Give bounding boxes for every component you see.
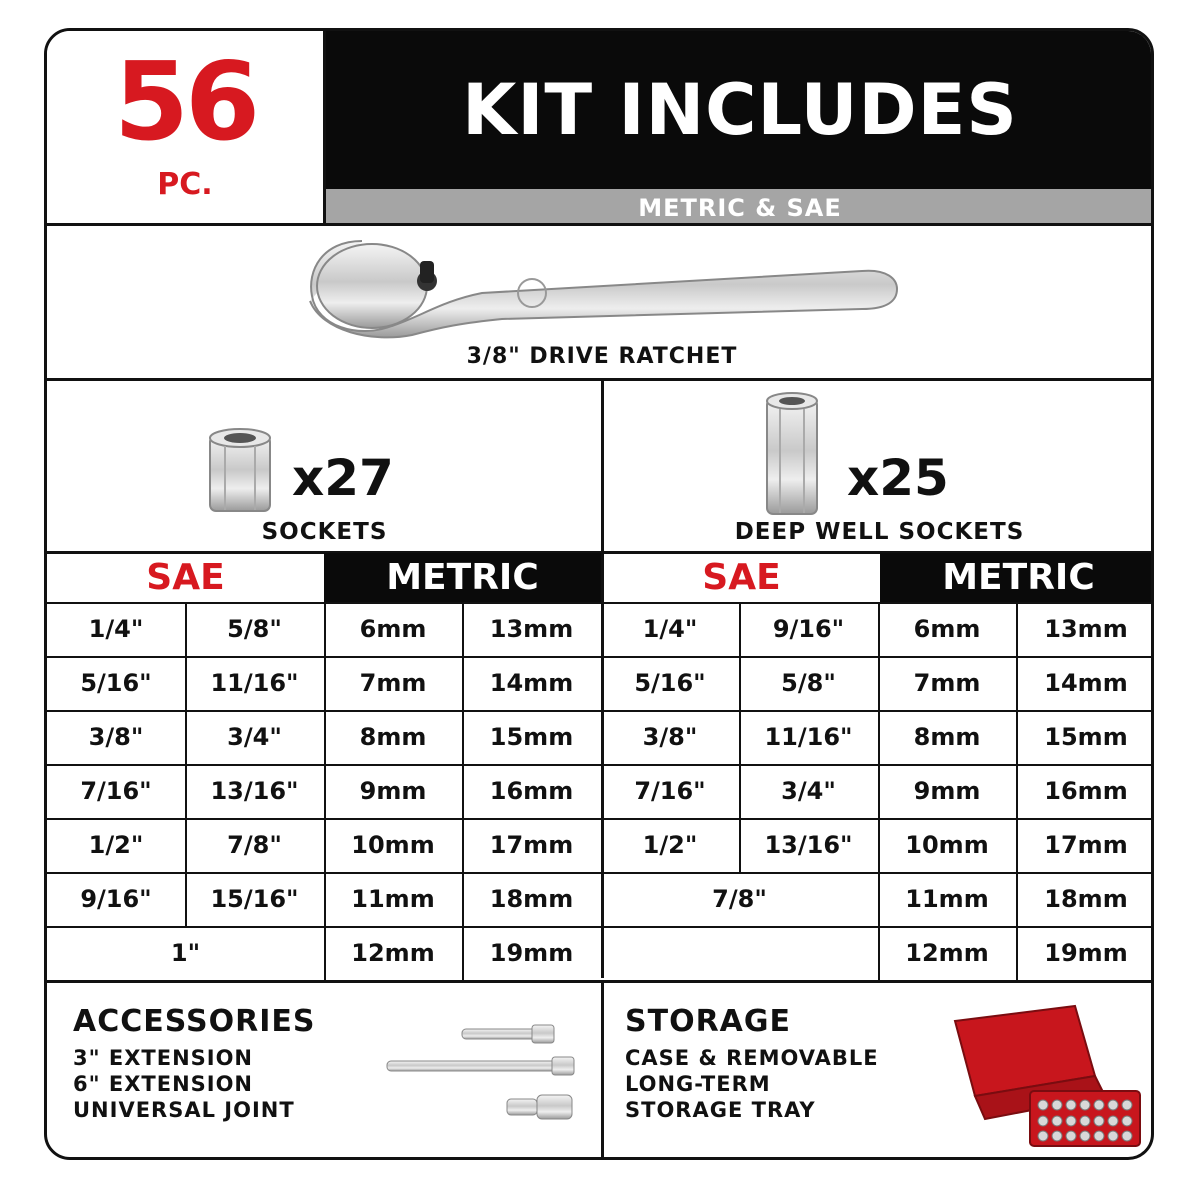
header-divider	[323, 31, 326, 223]
table-cell: 11mm	[905, 885, 989, 913]
grid-line	[739, 602, 741, 872]
sae-header-right: SAE	[702, 557, 781, 598]
table-cell: 10mm	[351, 831, 435, 859]
list-item: STORAGE TRAY	[625, 1098, 816, 1122]
table-cell: 7/8"	[227, 831, 282, 859]
list-item: CASE & REMOVABLE	[625, 1046, 879, 1070]
ratchet-image	[302, 231, 902, 341]
storage-list	[625, 1045, 879, 1123]
table-cell: 1/2"	[642, 831, 698, 859]
table-cell: 7mm	[359, 669, 427, 697]
grid-line	[878, 602, 880, 980]
table-cell: 3/4"	[227, 723, 282, 751]
accessories-title: ACCESSORIES	[73, 1004, 316, 1039]
table-cell: 17mm	[1044, 831, 1128, 859]
table-cell: 9mm	[359, 777, 427, 805]
table-cell: 19mm	[1044, 939, 1128, 967]
table-cell: 13/16"	[764, 831, 853, 859]
table-cell: 7/16"	[634, 777, 706, 805]
table-cell: 14mm	[489, 669, 574, 697]
storage-case-image	[945, 1001, 1145, 1151]
table-cell: 19mm	[489, 939, 574, 967]
grid-line	[324, 602, 326, 980]
table-cell: 14mm	[1044, 669, 1128, 697]
sae-header-left: SAE	[146, 557, 225, 598]
table-cell: 3/8"	[88, 723, 144, 751]
table-cell: 6mm	[913, 615, 981, 643]
table-cell: 1/4"	[88, 615, 144, 643]
deep-socket-quantity: x25	[847, 449, 949, 507]
grid-line	[601, 872, 878, 874]
sockets-label: SOCKETS	[261, 519, 388, 545]
table-cell: 12mm	[351, 939, 435, 967]
table-cell: 15mm	[489, 723, 574, 751]
table-cell: 9/16"	[772, 615, 845, 643]
table-cell: 7mm	[913, 669, 981, 697]
accessories-list	[73, 1045, 295, 1123]
socket-quantity: x27	[292, 449, 394, 507]
table-cell: 5/16"	[634, 669, 706, 697]
deep-socket-image	[762, 389, 822, 519]
table-cell: 3/4"	[781, 777, 836, 805]
list-item: 3" EXTENSION	[73, 1046, 254, 1070]
table-cell: 12mm	[905, 939, 989, 967]
table-cell: 5/8"	[227, 615, 282, 643]
table-cell: 11mm	[351, 885, 435, 913]
table-cell: 17mm	[489, 831, 574, 859]
grid-line	[462, 602, 464, 980]
table-cell: 16mm	[1044, 777, 1128, 805]
metric-header-left: METRIC	[324, 553, 601, 602]
deep-sockets-label: DEEP WELL SOCKETS	[734, 519, 1025, 545]
list-item: UNIVERSAL JOINT	[73, 1098, 295, 1122]
table-cell: 1"	[170, 939, 201, 967]
table-cell: 15mm	[1044, 723, 1128, 751]
table-cell: 6mm	[359, 615, 427, 643]
table-cell: 18mm	[489, 885, 574, 913]
accessories-image	[382, 1021, 582, 1131]
table-cell: 8mm	[913, 723, 981, 751]
piece-count-unit: PC.	[157, 167, 213, 202]
table-cell: 15/16"	[210, 885, 299, 913]
subtitle-banner	[323, 189, 1154, 223]
storage-title: STORAGE	[625, 1004, 792, 1039]
table-cell: 5/16"	[80, 669, 152, 697]
table-cell: 11/16"	[764, 723, 853, 751]
table-cell: 9/16"	[80, 885, 152, 913]
grid-line	[1016, 602, 1018, 980]
table-cell: 8mm	[359, 723, 427, 751]
grid-line	[601, 926, 878, 928]
table-cell: 11/16"	[210, 669, 299, 697]
table-cell: 18mm	[1044, 885, 1128, 913]
piece-count-box	[47, 31, 323, 223]
ratchet-label: 3/8" DRIVE RATCHET	[466, 344, 738, 369]
table-cell: 10mm	[905, 831, 989, 859]
divider	[47, 223, 1154, 226]
table-cell: 1/4"	[642, 615, 698, 643]
table-cell: 5/8"	[781, 669, 836, 697]
grid-line	[185, 602, 187, 926]
kit-contents-card	[44, 28, 1154, 1160]
table-cell: 7/8"	[712, 885, 767, 913]
socket-image	[205, 426, 275, 516]
metric-header-right: METRIC	[880, 553, 1154, 602]
table-cell: 7/16"	[80, 777, 152, 805]
socket-size-table	[47, 602, 1154, 980]
table-cell: 3/8"	[642, 723, 698, 751]
list-item: 6" EXTENSION	[73, 1072, 254, 1096]
table-cell: 9mm	[913, 777, 981, 805]
page-subtitle: METRIC & SAE	[638, 194, 842, 222]
piece-count: 56	[113, 40, 257, 165]
table-cell: 13mm	[1044, 615, 1128, 643]
title-banner	[323, 31, 1154, 189]
table-cell: 1/2"	[88, 831, 144, 859]
page-title: KIT INCLUDES	[462, 69, 1018, 151]
divider	[601, 980, 604, 1160]
list-item: LONG-TERM	[625, 1072, 771, 1096]
table-cell: 13/16"	[210, 777, 299, 805]
table-cell: 16mm	[489, 777, 574, 805]
table-cell: 13mm	[489, 615, 574, 643]
